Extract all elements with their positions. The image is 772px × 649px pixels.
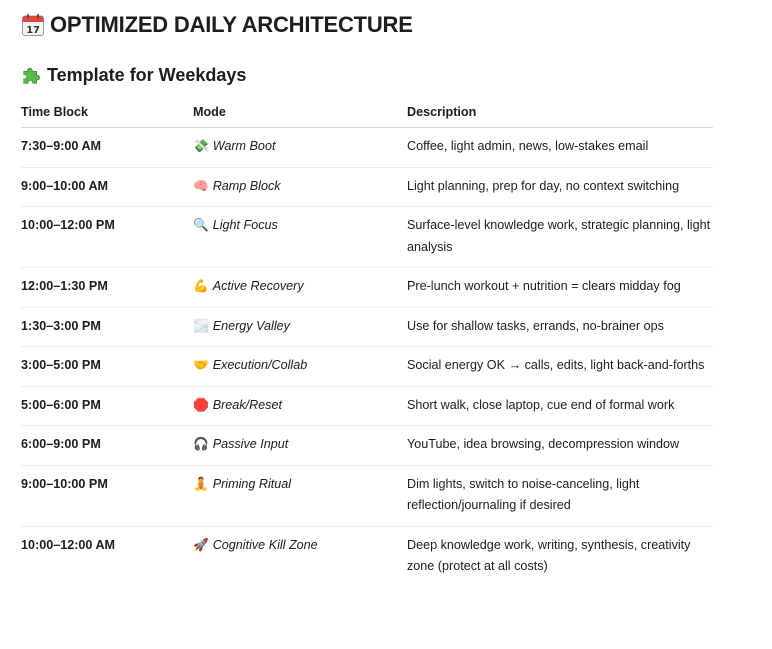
description-cell: Pre-lunch workout + nutrition = clears midday fog: [407, 268, 713, 308]
mode-label: Passive Input: [212, 437, 289, 451]
time-block-cell: 10:00–12:00 AM: [21, 537, 116, 552]
time-block-cell: 1:30–3:00 PM: [21, 307, 193, 347]
table-row: [21, 426, 713, 466]
page-title-text: OPTIMIZED DAILY ARCHITECTURE: [50, 12, 413, 37]
mode-cell: [193, 207, 407, 268]
description-cell: Short walk, close laptop, cue end of formal work: [407, 386, 713, 426]
schedule-table: [21, 99, 713, 587]
table-row: [21, 268, 713, 308]
fog-icon: 🌫️: [193, 318, 209, 333]
handshake-icon: 🤝: [193, 358, 209, 372]
column-header-description: Description: [407, 99, 713, 128]
description-cell: Use for shallow tasks, errands, no-brainer ops: [407, 307, 713, 347]
time-block-cell: 9:00–10:00 AM: [21, 167, 193, 207]
meditation-icon: 🧘: [193, 476, 209, 491]
brain-icon: 🧠: [193, 178, 209, 193]
mode-cell: [193, 465, 407, 526]
mode-label: Warm Boot: [212, 139, 276, 153]
mode-cell: [193, 426, 407, 466]
time-block-cell: 6:00–9:00 PM: [21, 426, 193, 466]
mode-cell: [193, 268, 407, 308]
mode-label: Priming Ritual: [212, 476, 292, 491]
table-row: [21, 386, 713, 426]
mode-cell: [193, 526, 407, 587]
description-cell: Dim lights, switch to noise-canceling, light reflection/journaling if desired: [407, 465, 713, 526]
section-heading-text: Template for Weekdays: [47, 64, 247, 85]
mode-cell: [193, 167, 407, 207]
magnifier-icon: 🔍: [193, 218, 209, 232]
mode-label: Energy Valley: [212, 318, 290, 333]
column-header-time-block: Time Block: [21, 99, 193, 128]
section-heading: [21, 64, 246, 86]
description-cell: Coffee, light admin, news, low-stakes email: [407, 128, 713, 168]
puzzle-piece-icon: [21, 64, 43, 86]
stop-sign-icon: 🛑: [193, 397, 209, 412]
time-block-cell: 10:00–12:00 PM: [21, 207, 193, 268]
money-icon: 💸: [193, 139, 209, 153]
rocket-icon: 🚀: [193, 537, 209, 552]
table-row: [21, 347, 713, 387]
mode-label: Active Recovery: [212, 279, 304, 293]
mode-label: Ramp Block: [212, 178, 281, 193]
mode-cell: [193, 128, 407, 168]
description-cell: YouTube, idea browsing, decompression window: [407, 426, 713, 466]
table-row: [21, 128, 713, 168]
mode-cell: [193, 307, 407, 347]
calendar-icon: [21, 13, 45, 37]
description-cell: Surface-level knowledge work, strategic planning, light analysis: [407, 207, 713, 268]
table-row: [21, 307, 713, 347]
table-row: [21, 207, 713, 268]
flexed-biceps-icon: 💪: [193, 279, 209, 293]
mode-label: Execution/Collab: [212, 358, 308, 372]
description-cell: Light planning, prep for day, no context switching: [407, 167, 713, 207]
page-title: [21, 12, 413, 38]
mode-label: Break/Reset: [212, 397, 282, 412]
table-header-row: [21, 99, 713, 128]
time-block-cell: 5:00–6:00 PM: [21, 386, 193, 426]
time-block-cell: 7:30–9:00 AM: [21, 128, 193, 168]
svg-text:17: 17: [26, 25, 40, 36]
mode-label: Cognitive Kill Zone: [212, 537, 318, 552]
mode-label: Light Focus: [212, 218, 278, 232]
table-row: [21, 465, 713, 526]
description-cell: Deep knowledge work, writing, synthesis, creativity zone (protect at all costs): [407, 537, 691, 573]
mode-cell: [193, 347, 407, 387]
description-cell: Social energy OK → calls, edits, light back-and-forths: [407, 347, 713, 387]
mode-cell: [193, 386, 407, 426]
time-block-cell: 12:00–1:30 PM: [21, 268, 193, 308]
time-block-cell: 9:00–10:00 PM: [21, 465, 193, 526]
time-block-cell: 3:00–5:00 PM: [21, 347, 193, 387]
table-row: [21, 526, 713, 587]
table-row: [21, 167, 713, 207]
headphones-icon: 🎧: [193, 437, 209, 451]
column-header-mode: Mode: [193, 99, 407, 128]
